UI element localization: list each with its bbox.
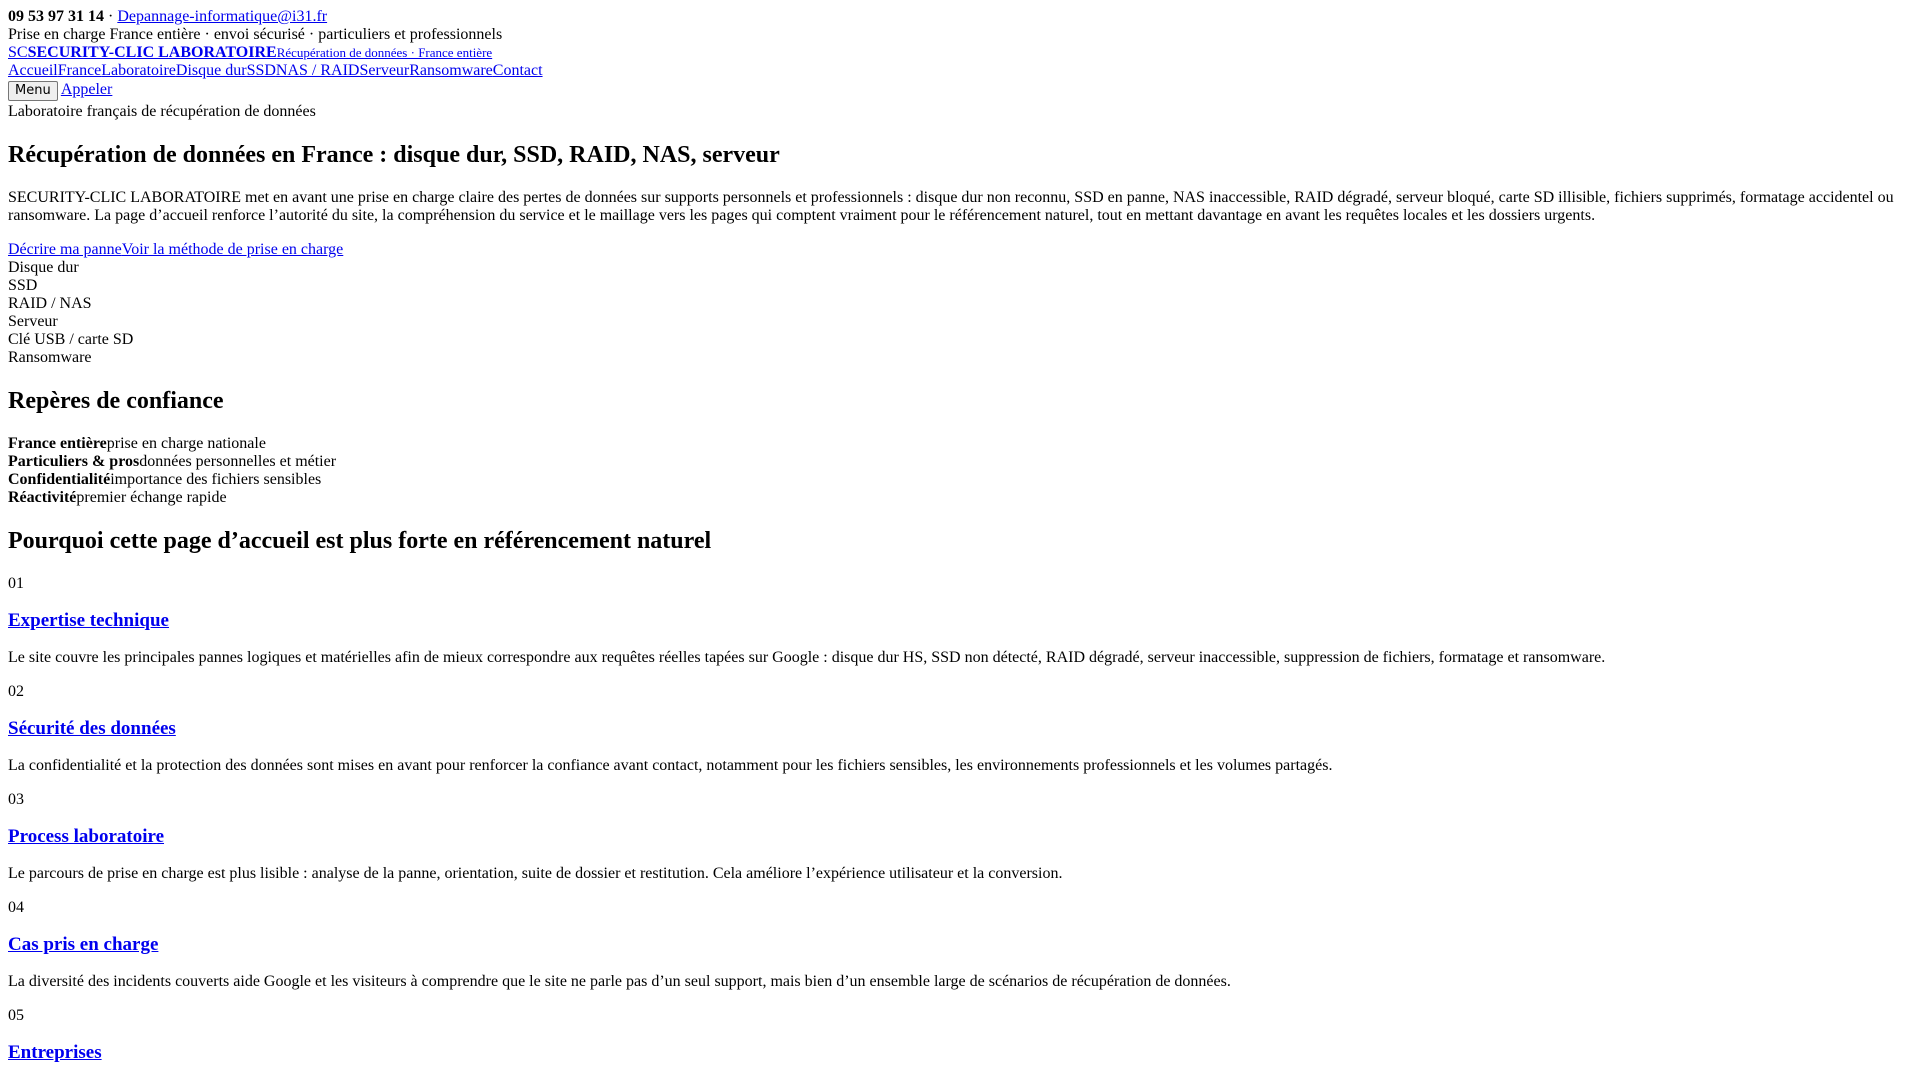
separator: · — [104, 8, 118, 25]
method-link[interactable]: Voir la méthode de prise en charge — [121, 241, 344, 258]
service-item-usb-sd: Clé USB / carte SD — [8, 331, 134, 348]
trust-item-text: prise en charge nationale — [106, 435, 266, 452]
card-title-link[interactable]: Cas pris en charge — [8, 934, 159, 955]
nav-item-ransomware[interactable]: Ransomware — [409, 62, 493, 79]
why-card-expertise — [8, 575, 1912, 667]
hero-eyebrow: Laboratoire français de récupération de données — [8, 103, 316, 120]
describe-issue-link[interactable]: Décrire ma panne — [8, 241, 122, 258]
card-title-link[interactable]: Expertise technique — [8, 610, 169, 631]
card-title-link[interactable]: Process laboratoire — [8, 826, 165, 847]
card-title — [8, 934, 1912, 956]
card-number: 05 — [8, 1007, 24, 1024]
service-item-raid-nas: RAID / NAS — [8, 295, 92, 312]
nav-item-ssd[interactable]: SSD — [246, 62, 276, 79]
why-card-securite — [8, 683, 1912, 775]
menu-button[interactable]: Menu — [8, 81, 58, 101]
service-item-ransomware: Ransomware — [8, 349, 92, 366]
service-item-disque-dur: Disque dur — [8, 259, 79, 276]
header-actions — [8, 81, 1912, 101]
trust-item — [8, 471, 1912, 489]
trust-item — [8, 453, 1912, 471]
page-title: Récupération de données en France : disque dur, SSD, RAID, NAS, serveur — [8, 142, 780, 168]
why-card-process — [8, 791, 1912, 883]
brand-subtitle: Récupération de données · France entière — [276, 45, 493, 60]
nav-item-contact[interactable]: Contact — [492, 62, 543, 79]
trust-item-label: Particuliers & pros — [8, 453, 140, 470]
trust-item-text: données personnelles et métier — [139, 453, 337, 470]
call-link[interactable]: Appeler — [60, 81, 113, 98]
main-content — [8, 103, 1912, 1064]
brand-link[interactable] — [8, 44, 1912, 62]
trust-item-text: importance des fichiers sensibles — [110, 471, 322, 488]
nav-item-serveur[interactable]: Serveur — [359, 62, 410, 79]
why-card-entreprises — [8, 1007, 1912, 1064]
main-nav — [8, 62, 1912, 80]
trust-list — [8, 435, 1912, 507]
brand-monogram: SC — [8, 44, 28, 61]
card-title — [8, 826, 1912, 848]
service-item-serveur: Serveur — [8, 313, 58, 330]
topbar-contact — [8, 8, 1912, 26]
trust-item-text: premier échange rapide — [76, 489, 227, 506]
service-list — [8, 259, 1912, 367]
nav-item-france[interactable]: France — [57, 62, 102, 79]
nav-item-laboratoire[interactable]: Laboratoire — [101, 62, 176, 79]
card-number: 01 — [8, 575, 24, 592]
card-number: 04 — [8, 899, 24, 916]
why-section — [8, 527, 1912, 1064]
card-text: La confidentialité et la protection des données sont mises en avant pour renforcer la confiance avant contact, notamment pour les fichiers sensibles, les environnements professionnels et les volumes partagés. — [8, 757, 1333, 774]
cta-row — [8, 241, 1912, 259]
service-item-ssd: SSD — [8, 277, 38, 294]
email-link[interactable]: Depannage-informatique@i31.fr — [117, 8, 328, 25]
hero-section — [8, 103, 1912, 367]
card-text: La diversité des incidents couverts aide Google et les visiteurs à comprendre que le site ne parle pas d’un seul support, mais bien d’un ensemble large de scénarios de récupération de données. — [8, 973, 1231, 990]
trust-title: Repères de confiance — [8, 388, 224, 414]
card-text: Le site couvre les principales pannes logiques et matérielles afin de mieux correspondre aux requêtes réelles tapées sur Google : disque dur HS, SSD non détecté, RAID dégradé, serveur inaccessible, suppression de fichiers, formatage et ransomware. — [8, 649, 1606, 666]
card-title — [8, 1042, 1912, 1064]
brand-name: SECURITY-CLIC LABORATOIRE — [27, 44, 277, 61]
topbar-tagline: Prise en charge France entière · envoi sécurisé · particuliers et professionnels — [8, 26, 503, 43]
card-text: Le parcours de prise en charge est plus lisible : analyse de la panne, orientation, suite de dossier et restitution. Cela améliore l’expérience utilisateur et la conversion. — [8, 865, 1063, 882]
card-title-link[interactable]: Sécurité des données — [8, 718, 176, 739]
hero-intro: SECURITY-CLIC LABORATOIRE met en avant une prise en charge claire des pertes de données sur supports personnels et professionnels : disque dur non reconnu, SSD en panne, NAS inaccessible, RAID dégradé, serveur bloqué, carte SD illisible, fichiers supprimés, formatage accidentel ou ransomware. La page d’accueil renforce l’autorité du site, la compréhension du service et le maillage vers les pages qui comptent vraiment pour le référencement naturel, tout en mettant davantage en avant les requêtes locales et les dossiers urgents. — [8, 189, 1894, 224]
phone-number: 09 53 97 31 14 — [8, 8, 104, 25]
nav-item-accueil[interactable]: Accueil — [8, 62, 58, 79]
card-title-link[interactable]: Entreprises — [8, 1042, 102, 1063]
trust-item-label: France entière — [8, 435, 107, 452]
trust-item-label: Réactivité — [8, 489, 77, 506]
why-card-cas — [8, 899, 1912, 991]
nav-item-nas-raid[interactable]: NAS / RAID — [275, 62, 360, 79]
why-title: Pourquoi cette page d’accueil est plus forte en référencement naturel — [8, 528, 712, 554]
card-title — [8, 610, 1912, 632]
trust-section — [8, 387, 1912, 507]
trust-item-label: Confidentialité — [8, 471, 111, 488]
trust-item — [8, 435, 1912, 453]
site-header — [8, 8, 1912, 101]
nav-item-disque-dur[interactable]: Disque dur — [175, 62, 247, 79]
card-number: 02 — [8, 683, 24, 700]
card-number: 03 — [8, 791, 24, 808]
card-title — [8, 718, 1912, 740]
trust-item — [8, 489, 1912, 507]
